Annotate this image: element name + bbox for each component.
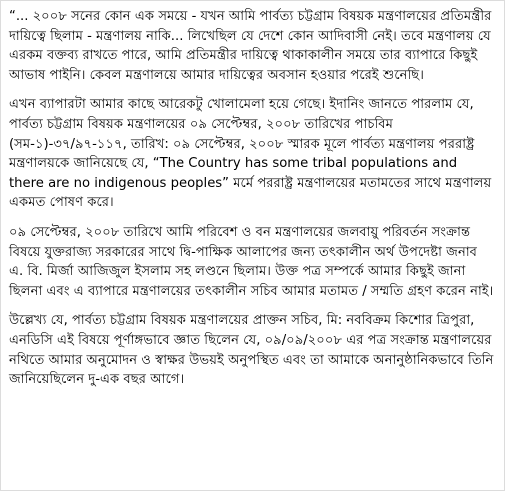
paragraph-4: উল্লেখ্য যে, পার্বত্য চট্টগ্রাম বিষয়ক মন্ত্রণালয়ের প্রাক্তন সচিব, মি: নববিক্রম কিশোর ত্রিপুরা, এনডিসি এই বিষয়ে পূর্ণাঙ্গভাবে জ্ঞাত ছিলেন যে, ০৯/০৯/২০০৮ এর পত্র সংক্রান্ত মন্ত্রণালয়ের নথিতে আমার অনুমোদন ও স্বাক্ষর উভয়ই অনুপস্থিত এবং তা আমাকে অনানুষ্ঠানিকভাবে তিনি জানিয়েছিলেন দু-এক বছর আগে। (9, 313, 494, 388)
paragraph-3: ০৯ সেপ্টেম্বর, ২০০৮ তারিখে আমি পরিবেশ ও বন মন্ত্রণালয়ের জলবায়ু পরিবর্তন সংক্রান্ত বিষয়ে যুক্তরাজ্য সরকারের সাথে দ্বি-পাক্ষিক আলাপের জন্য তৎকালীন অর্থ উপদেষ্টা জনাব এ. বি. মির্জা আজিজুল ইসলাম সহ লণ্ডনে ছিলাম। উক্ত পত্র সম্পর্কে আমার কিছুই জানা ছিলনা এবং এ ব্যাপারে মন্ত্রণালয়ের তৎকালীন সচিব আমার মতামত / সম্মতি গ্রহণ করেন নাই। (9, 224, 494, 299)
paragraph-2: এখন ব্যাপারটা আমার কাছে আরেকটু খোলামেলা হয়ে গেছে। ইদানিং জানতে পারলাম যে, পার্বত্য চট্টগ্রাম বিষয়ক মন্ত্রণালয়ের ০৯ সেপ্টেম্বর, ২০০৮ তারিখের পাচবিম (সম-১)-৩৭/৯৭-১১৭, তারিখ: ০৯ সেপ্টেম্বর, ২০০৮ স্মারক মূলে পার্বত্য মন্ত্রণালয় পররাষ্ট্র মন্ত্রণালয়কে জানিয়েছে যে, “The Country has some tribal populations and there are no indigenous peoples” মর্মে পররাষ্ট্র মন্ত্রণালয়ের মতামতের সাথে মন্ত্রণালয় একমত পোষণ করে। (9, 97, 492, 211)
paragraph-1: “... ২০০৮ সনের কোন এক সময়ে - যখন আমি পার্বত্য চট্টগ্রাম বিষয়ক মন্ত্রণালয়ের প্রতিমন্ত্রীর দায়িত্বে ছিলাম - মন্ত্রণালয় নাকি... লিখেছিল যে দেশে কোন আদিবাসী নেই। তবে মন্ত্রণালয় যে এরকম বক্তব্য রাখতে পারে, আমি প্রতিমন্ত্রীর দায়িত্বে থাকাকালীন সময়ে তার ব্যাপারে কিছুই আভাষ পাইনি। কেবল মন্ত্রণালয়ে আমার দায়িত্বের অবসান হওয়ার পরেই শুনেছি। (9, 9, 492, 83)
document-body (9, 7, 495, 390)
